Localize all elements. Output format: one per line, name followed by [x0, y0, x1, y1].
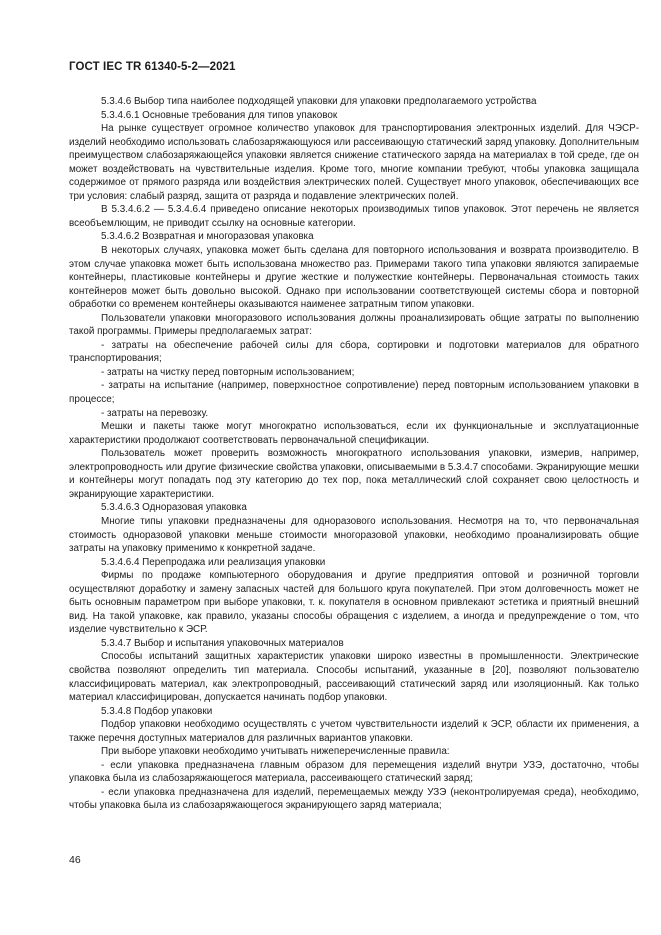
paragraph: Подбор упаковки необходимо осуществлять с учетом чувствительности изделий к ЭСР, области их применения, а также перечня доступных материалов для различных вариантов упаковки. [69, 719, 639, 744]
paragraph: Пользователи упаковки многоразового использования должны проанализировать общие затраты по выполнению такой программы. Примеры предполагаемых затрат: [69, 312, 639, 338]
paragraph: Многие типы упаковки предназначены для одноразового использования. Несмотря на то, что первоначальная стоимость одноразовой упаковки меньше стоимости многоразовой упаковки, необходимо проанализировать общие затраты на упаковку применимо к конкретной задаче. [69, 515, 639, 555]
heading-5-3-4-6-1: 5.3.4.6.1 Основные требования для типов упаковок [101, 109, 338, 121]
paragraph: Мешки и пакеты также могут многократно использоваться, если их функциональные и эксплуатационные характеристики продолжают соответствовать первоначальной спецификации. [69, 421, 639, 446]
heading-5-3-4-6-4: 5.3.4.6.4 Перепродажа или реализация упаковки [101, 556, 326, 568]
heading-5-3-4-6-3: 5.3.4.6.3 Одноразовая упаковка [101, 502, 247, 514]
heading-5-3-4-7: 5.3.4.7 Выбор и испытания упаковочных материалов [101, 637, 344, 649]
paragraph: Фирмы по продаже компьютерного оборудования и другие предприятия оптовой и розничной торговли осуществляют доработку и замену запасных частей для большого круга покупателей. При этом долговечность может не быть основным параметром при выборе упаковки, т. к. покупателя в основном привлекают эстетика и приятный внешний вид. На такой упаковке, как правило, указаны способы обращения с изделием, а иногда и предупреждение о том, что изделие чувствительно к ЭСР. [69, 570, 639, 636]
paragraph: Пользователь может проверить возможность многократного использования упаковки, измерив, например, электропроводность или другие физические свойства упаковки, описываемыми в 5.3.4.7 способами. Экранирующие мешки и контейнеры могут попадать под эту категорию до тех пор, пока металлический слой сохраняет свою целостность и экранирующие характеристики. [69, 448, 639, 500]
list-item: - затраты на обеспечение рабочей силы для сбора, сортировки и подготовки материалов для обратного транспортирования; [69, 339, 639, 365]
heading-5-3-4-8: 5.3.4.8 Подбор упаковки [101, 705, 213, 717]
list-item: - если упаковка предназначена для изделий, перемещаемых между УЗЭ (неконтролируемая среда), необходимо, чтобы упаковка была из слабозаряжающегося экранирующего заряд материала; [69, 786, 639, 812]
body-text [69, 95, 639, 813]
paragraph: В некоторых случаях, упаковка может быть сделана для повторного использования и возврата производителю. В этом случае упаковка может быть использована множество раз. Примерами такого типа упаковки являются запираемые контейнеры, пластиковые контейнеры и другие жесткие и полужесткие контейнеры. Первоначальная стоимость таких контейнеров может быть довольно высокой. Однако при использовании соответствующей системы сбора и повторной обработки со временем контейнеры оказываются наименее затратным типом упаковки. [69, 245, 639, 311]
page-number: 46 [69, 854, 81, 866]
paragraph: На рынке существует огромное количество упаковок для транспортирования электронных изделий. Для ЧЭСР-изделий необходимо использовать слабозаряжающуюся или рассеивающую статический заряд упаковку. Дополнительным преимуществом слабозаряжающейся упаковки является снижение статического заряда на материалах в той среде, где он может воздействовать на чувствительные изделия. Кроме того, многие компании требуют, чтобы упаковка защищала содержимое от прямого разряда или воздействия электрических полей. Существует много упаковок, обеспечивающих все три условия: слабый разряд, защита от разряда и подавление электрических полей. [69, 123, 639, 202]
heading-5-3-4-6: 5.3.4.6 Выбор типа наиболее подходящей упаковки для упаковки предполагаемого устройства [101, 96, 537, 107]
paragraph: Способы испытаний защитных характеристик упаковки широко известны в промышленности. Электрические свойства позволяют определить тип материала. Способы испытаний, указанные в [20], позволяют пользователю классифицировать материал, как электропроводный, рассеивающий статический заряд или изоляционный. Как только материал классифицирован, допускается начинать подбор упаковки. [69, 651, 639, 704]
paragraph: В 5.3.4.6.2 — 5.3.4.6.4 приведено описание некоторых производимых типов упаковок. Этот перечень не является всеобъемлющим, не приводит ссылку на основные категории. [69, 204, 639, 229]
list-item: - затраты на испытание (например, поверхностное сопротивление) перед повторным использованием упаковки в процессе; [69, 380, 639, 406]
paragraph: При выборе упаковки необходимо учитывать нижеперечисленные правила: [101, 746, 450, 758]
list-item: - затраты на чистку перед повторным использованием; [101, 366, 355, 378]
document-header: ГОСТ IEC TR 61340-5-2—2021 [69, 61, 236, 73]
heading-5-3-4-6-2: 5.3.4.6.2 Возвратная и многоразовая упаковка [101, 231, 314, 243]
list-item: - если упаковка предназначена главным образом для перемещения изделий внутри УЗЭ, достаточно, чтобы упаковка была из слабозаряжающегося материала, рассеивающего статический заряд; [69, 759, 639, 785]
list-item: - затраты на перевозку. [101, 407, 209, 419]
